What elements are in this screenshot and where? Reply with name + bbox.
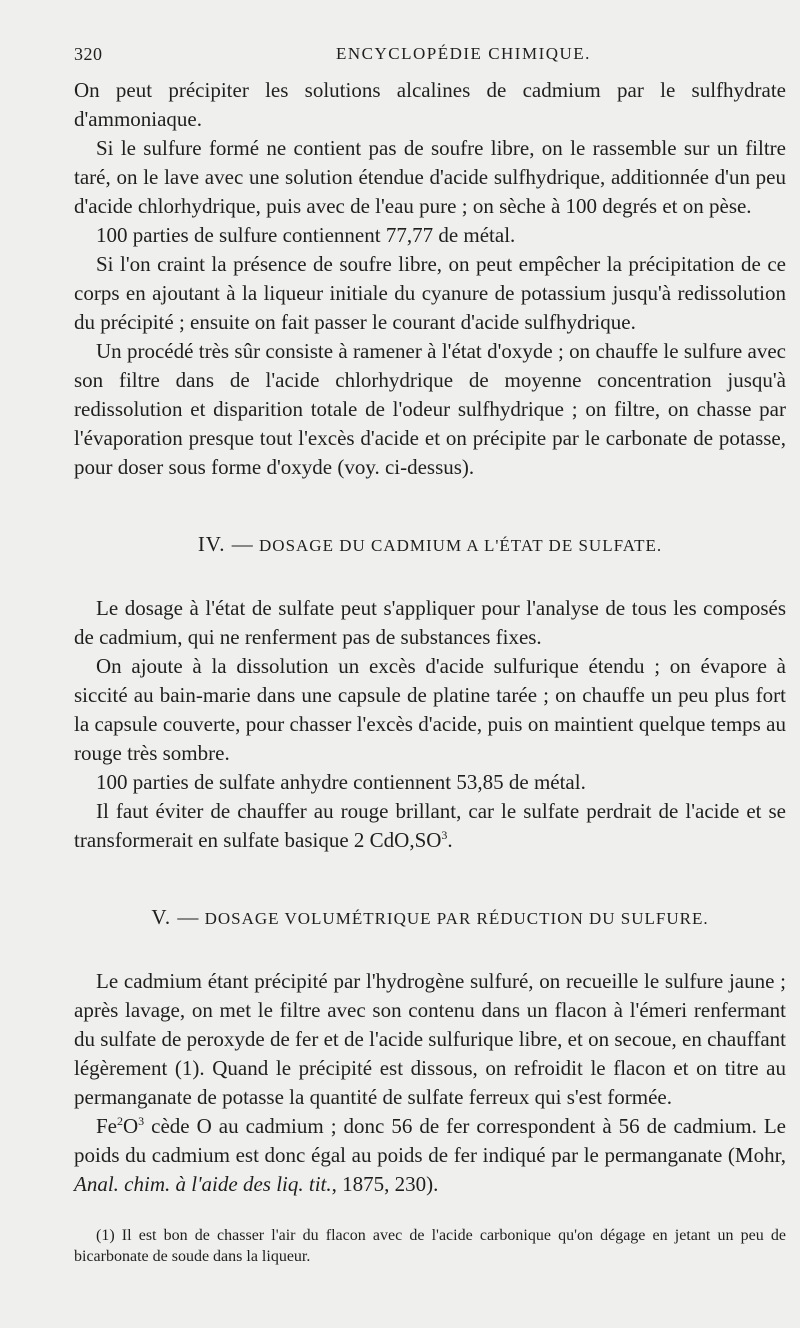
section-heading-iv [74, 530, 786, 560]
formula-o: O [123, 1114, 139, 1138]
paragraph-end: , 1875, 230). [331, 1172, 439, 1196]
paragraph: Si l'on craint la présence de soufre libre, on peut empêcher la précipitation de ce corps en ajoutant à la liqueur initiale du cyanure de potassium jusqu'à redissolution du précipité ; ensuite on fait passer le courant d'acide sulfhydrique. [74, 252, 786, 334]
paragraph: On ajoute à la dissolution un excès d'acide sulfurique étendu ; on évapore à siccité au bain-marie dans une capsule de platine tarée ; on chauffe un peu plus fort la capsule couverte, pour chasser l'excès d'acide, puis on maintient quelque temps au rouge très sombre. [74, 654, 786, 765]
running-title: ENCYCLOPÉDIE CHIMIQUE. [336, 44, 591, 63]
body-text [74, 76, 786, 1267]
footnotes [74, 1225, 786, 1267]
section-heading-v [74, 903, 786, 933]
page-header [74, 44, 760, 68]
formula-fe: Fe [96, 1114, 117, 1138]
superscript: 3 [441, 828, 448, 842]
section-number: V. — [151, 905, 200, 929]
paragraph: Un procédé très sûr consiste à ramener à l'état d'oxyde ; on chauffe le sulfure avec son filtre dans de l'acide chlorhydrique de moyenne concentration jusqu'à redissolution et disparition totale de l'odeur sulfhydrique ; on filtre, on chasse par l'évaporation presque tout l'excès d'acide et on précipite par le carbonate de potasse, pour doser sous forme d'oxyde (voy. ci-dessus). [74, 339, 786, 479]
superscript: 2 [117, 1114, 123, 1128]
paragraph-end: . [447, 828, 453, 852]
paragraph: 100 parties de sulfure contiennent 77,77 de métal. [96, 223, 516, 247]
paragraph: On peut précipiter les solutions alcalines de cadmium par le sulfhydrate d'ammoniaque. [74, 78, 786, 131]
paragraph: Si le sulfure formé ne contient pas de soufre libre, on le rassemble sur un filtre taré, on le lave avec une solution étendue d'acide sulfhydrique, additionnée d'un peu d'acide chlorhydrique, puis avec de l'eau pure ; on sèche à 100 degrés et on pèse. [74, 136, 786, 218]
superscript: 3 [138, 1114, 145, 1128]
section-number: IV. — [197, 532, 254, 556]
paragraph: Le cadmium étant précipité par l'hydrogène sulfuré, on recueille le sulfure jaune ; après lavage, on met le filtre avec son contenu dans un flacon à l'émeri renfermant du sulfate de peroxyde de fer et de l'acide sulfurique libre, et on secoue, en chauffant légèrement (1). Quand le précipité est dissous, on refroidit le flacon et on titre au permanganate de potasse la quantité de sulfate ferreux qui s'est formée. [74, 969, 786, 1109]
paragraph-text: Il faut éviter de chauffer au rouge brillant, car le sulfate perdrait de l'acide et se transformerait en sulfate basique 2 CdO,SO [74, 799, 786, 852]
section-title: DOSAGE DU CADMIUM A L'ÉTAT DE SULFATE. [259, 536, 663, 555]
citation-title: Anal. chim. à l'aide des liq. tit. [74, 1172, 332, 1196]
section-title: DOSAGE VOLUMÉTRIQUE PAR RÉDUCTION DU SULFURE. [204, 909, 709, 928]
footnote: (1) Il est bon de chasser l'air du flacon avec de l'acide carbonique qu'on dégage en jetant un peu de bicarbonate de soude dans la liqueur. [74, 1227, 786, 1265]
paragraph [74, 1112, 786, 1199]
paragraph: 100 parties de sulfate anhydre contiennent 53,85 de métal. [96, 770, 586, 794]
paragraph [74, 797, 786, 855]
page-number: 320 [74, 44, 103, 64]
paragraph: Le dosage à l'état de sulfate peut s'appliquer pour l'analyse de tous les composés de cadmium, qui ne renferment pas de substances fixes. [74, 596, 786, 649]
paragraph-text: cède O au cadmium ; donc 56 de fer correspondent à 56 de cadmium. Le poids du cadmium est donc égal au poids de fer indiqué par le permanganate (Mohr, [74, 1114, 786, 1167]
